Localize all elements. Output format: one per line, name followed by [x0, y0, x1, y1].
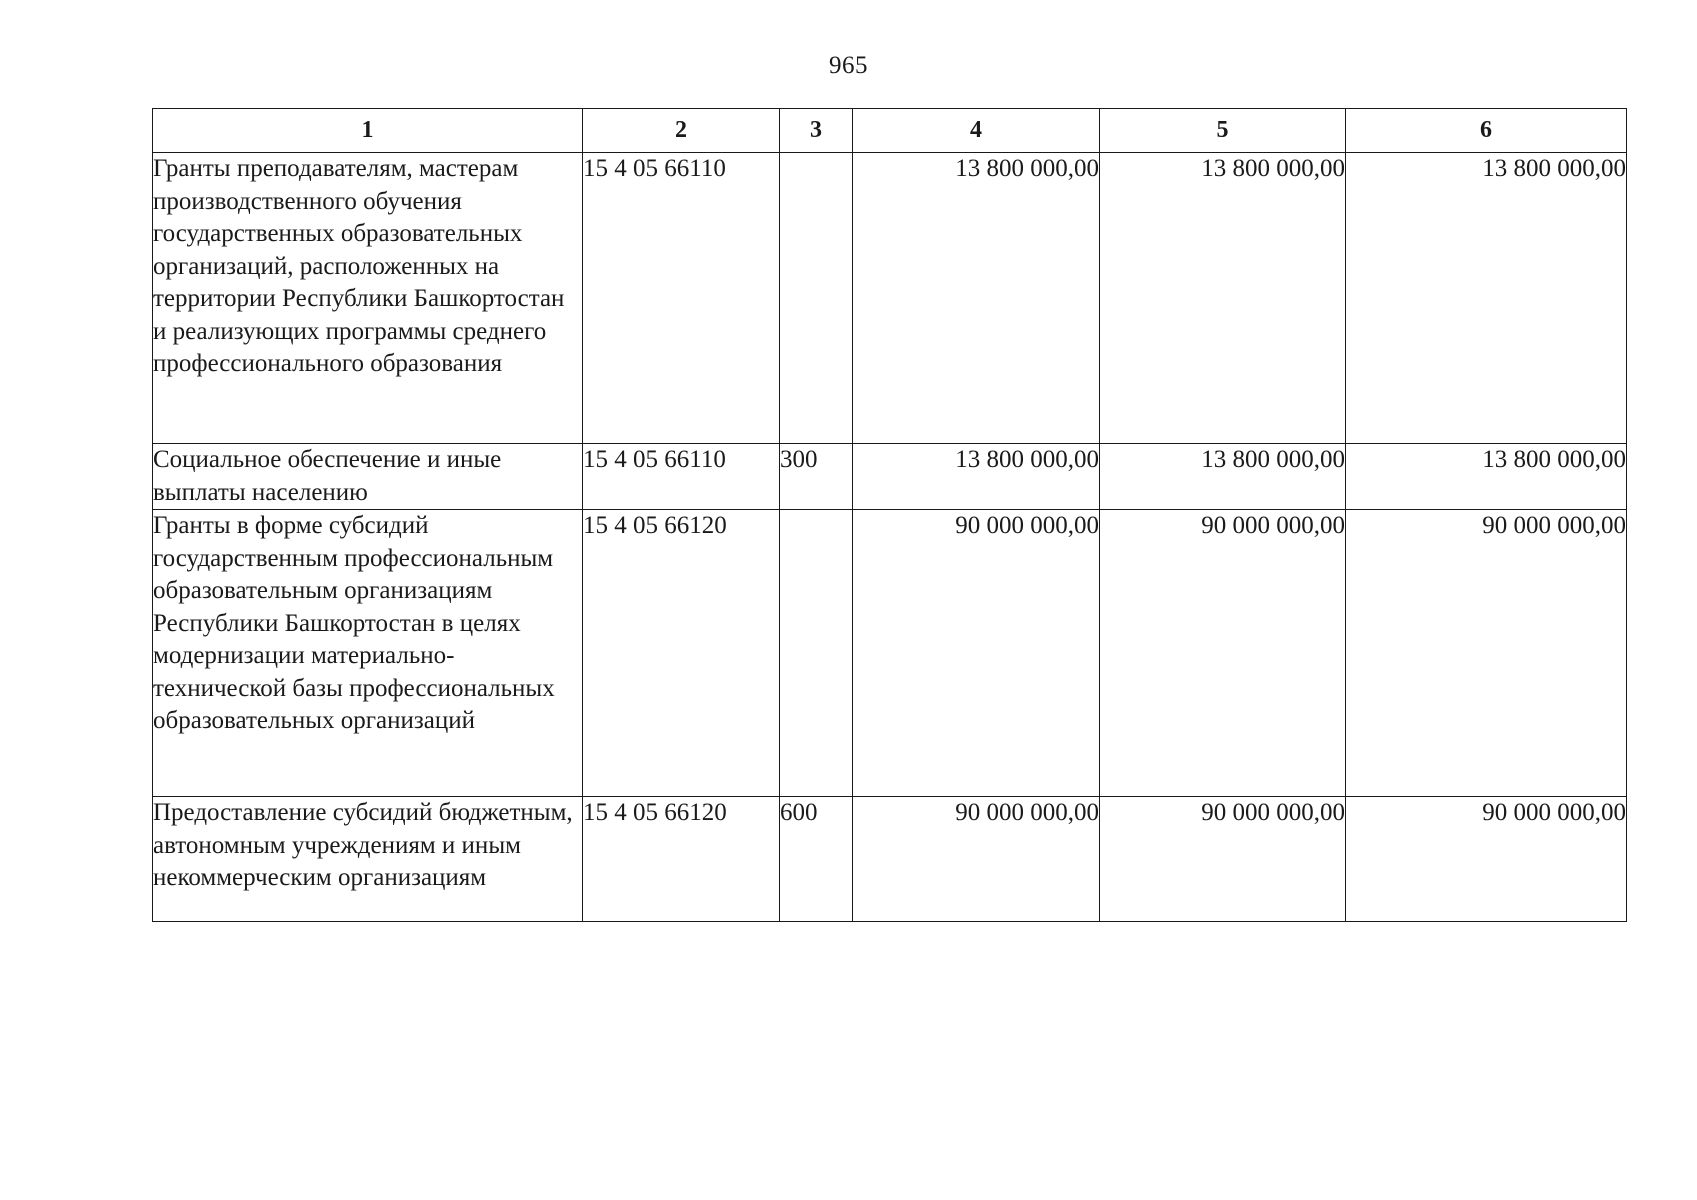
amount-col6: 90 000 000,00	[1346, 510, 1627, 797]
amount-col5: 13 800 000,00	[1100, 444, 1346, 510]
table-row	[153, 444, 1627, 510]
column-header-5: 5	[1100, 109, 1346, 153]
expense-kind-code	[780, 510, 853, 797]
budget-table	[152, 108, 1627, 922]
target-article-code: 15 4 05 66120	[583, 510, 780, 797]
target-article-code: 15 4 05 66110	[583, 444, 780, 510]
amount-col5: 90 000 000,00	[1100, 510, 1346, 797]
amount-col6: 13 800 000,00	[1346, 153, 1627, 444]
item-name: Гранты преподавателям, мастерам производственного обучения государственных образовательных организаций, расположенных на территории Республики Башкортостан и реализующих программы среднего профессионального образования	[153, 153, 583, 444]
column-header-6: 6	[1346, 109, 1627, 153]
amount-col6: 13 800 000,00	[1346, 444, 1627, 510]
amount-col4: 90 000 000,00	[853, 797, 1100, 922]
expense-kind-code	[780, 153, 853, 444]
amount-col4: 13 800 000,00	[853, 444, 1100, 510]
target-article-code: 15 4 05 66110	[583, 153, 780, 444]
table-row	[153, 153, 1627, 444]
item-name: Социальное обеспечение и иные выплаты населению	[153, 444, 583, 510]
expense-kind-code: 300	[780, 444, 853, 510]
amount-col4: 13 800 000,00	[853, 153, 1100, 444]
item-name: Гранты в форме субсидий государственным профессиональным образовательным организациям Республики Башкортостан в целях модернизации материально-технической базы профессиональных образовательных организаций	[153, 510, 583, 797]
page-number: 965	[829, 52, 868, 79]
item-name: Предоставление субсидий бюджетным, автономным учреждениям и иным некоммерческим организациям	[153, 797, 583, 922]
column-header-3: 3	[780, 109, 853, 153]
column-header-1: 1	[153, 109, 583, 153]
column-header-2: 2	[583, 109, 780, 153]
header-row	[153, 109, 1627, 153]
amount-col5: 90 000 000,00	[1100, 797, 1346, 922]
amount-col4: 90 000 000,00	[853, 510, 1100, 797]
column-header-4: 4	[853, 109, 1100, 153]
amount-col6: 90 000 000,00	[1346, 797, 1627, 922]
table-row	[153, 797, 1627, 922]
target-article-code: 15 4 05 66120	[583, 797, 780, 922]
expense-kind-code: 600	[780, 797, 853, 922]
table-row	[153, 510, 1627, 797]
amount-col5: 13 800 000,00	[1100, 153, 1346, 444]
